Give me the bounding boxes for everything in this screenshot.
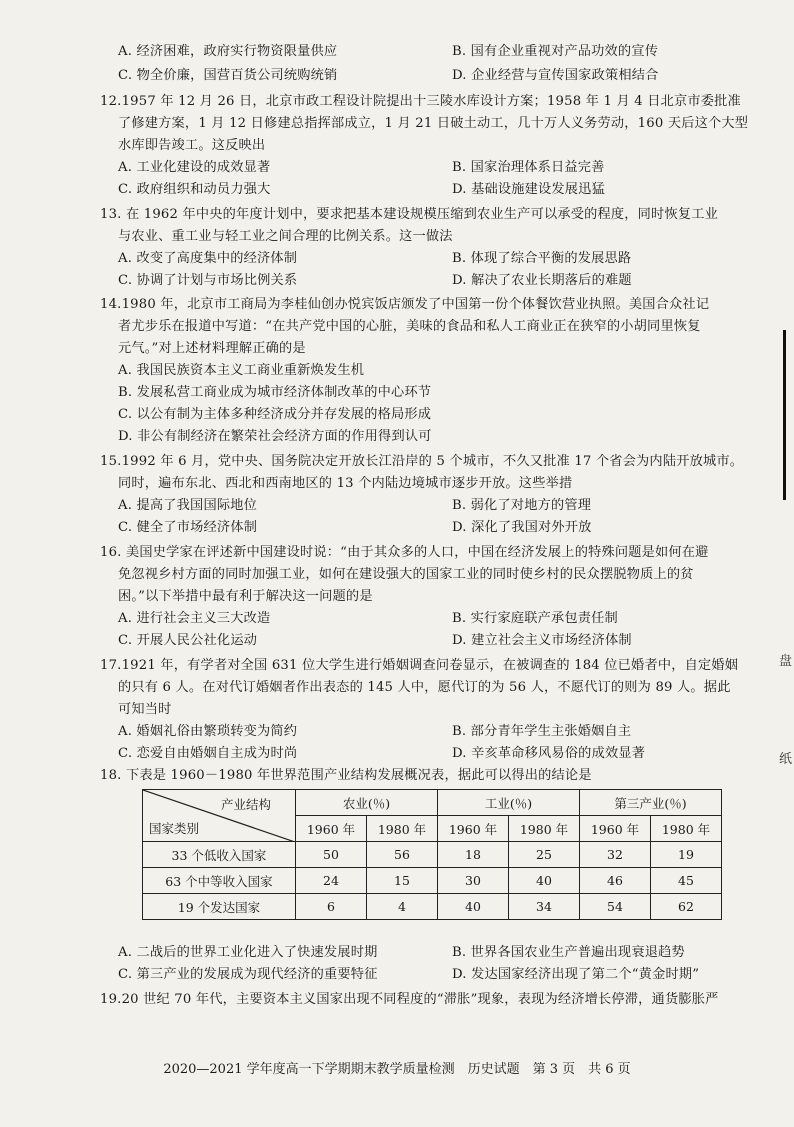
table-cell: 19 xyxy=(651,842,722,868)
year-header: 1980 年 xyxy=(651,816,722,842)
q17-stem-line-1: 17.1921 年，有学者对全国 631 位大学生进行婚姻调查问卷显示，在被调查的 184 位已婚者中，自定婚姻 xyxy=(100,658,739,673)
q12-option-d: D. 基础设施建设发展迅猛 xyxy=(452,182,605,197)
margin-char: 纸 xyxy=(778,752,792,767)
table-row xyxy=(143,842,722,868)
q13-stem-line-2: 与农业、重工业与轻工业之间合理的比例关系。这一做法 xyxy=(118,229,453,244)
q16-option-b: B. 实行家庭联产承包责任制 xyxy=(452,611,618,626)
q14-stem-line-2: 者尤步乐在报道中写道：“在共产党中国的心脏，美味的食品和私人工商业正在狭窄的小胡同里恢复 xyxy=(118,319,701,334)
table-cell: 34 xyxy=(509,894,580,920)
industry-structure-table xyxy=(142,789,722,920)
table-cell: 18 xyxy=(438,842,509,868)
q17-option-d: D. 辛亥革命移风易俗的成效显著 xyxy=(452,746,646,761)
q18-option-c: C. 第三产业的发展成为现代经济的重要特征 xyxy=(118,967,378,982)
table-corner-cell xyxy=(143,790,296,842)
q18-option-b: B. 世界各国农业生产普遍出现衰退趋势 xyxy=(452,945,685,960)
q12-stem-line-3: 水库即告竣工。这反映出 xyxy=(118,138,266,153)
page-footer: 2020—2021 学年度高一下学期期末教学质量检测 历史试题 第 3 页 共 6 页 xyxy=(163,1062,631,1077)
q17-option-b: B. 部分青年学生主张婚姻自主 xyxy=(452,724,632,739)
q18-stem: 18. 下表是 1960－1980 年世界范围产业结构发展概况表，据此可以得出的结论是 xyxy=(100,768,592,783)
corner-header-industry: 产业结构 xyxy=(220,797,271,812)
table-cell: 24 xyxy=(296,868,367,894)
q17-option-c: C. 恋爱自由婚姻自主成为时尚 xyxy=(118,746,298,761)
table-cell: 46 xyxy=(580,868,651,894)
q16-option-c: C. 开展人民公社化运动 xyxy=(118,633,258,648)
q12-option-c: C. 政府组织和动员力强大 xyxy=(118,182,271,197)
q19-stem: 19.20 世纪 70 年代，主要资本主义国家出现不同程度的“滞胀”现象，表现为经济增长停滞，通货膨胀严 xyxy=(100,992,719,1007)
scan-edge-mark xyxy=(783,330,786,500)
q17-stem-line-3: 可知当时 xyxy=(118,702,172,717)
year-header: 1960 年 xyxy=(438,816,509,842)
group-header-industry: 工业(％) xyxy=(438,790,580,816)
table-cell: 4 xyxy=(367,894,438,920)
q15-option-a: A. 提高了我国国际地位 xyxy=(118,498,257,513)
table-row xyxy=(143,868,722,894)
q17-option-a: A. 婚姻礼俗由繁琐转变为简约 xyxy=(118,724,298,739)
year-header: 1980 年 xyxy=(367,816,438,842)
group-header-tertiary: 第三产业(％) xyxy=(580,790,722,816)
q11-option-a: A. 经济困难，政府实行物资限量供应 xyxy=(118,44,338,59)
q15-option-c: C. 健全了市场经济体制 xyxy=(118,520,258,535)
q13-option-a: A. 改变了高度集中的经济体制 xyxy=(118,251,298,266)
q15-option-b: B. 弱化了对地方的管理 xyxy=(452,498,592,513)
table-cell: 25 xyxy=(509,842,580,868)
q18-option-d: D. 发达国家经济出现了第二个“黄金时期” xyxy=(452,967,700,982)
table-cell: 30 xyxy=(438,868,509,894)
q16-option-a: A. 进行社会主义三大改造 xyxy=(118,611,271,626)
q13-stem-line-1: 13. 在 1962 年中央的年度计划中，要求把基本建设规模压缩到农业生产可以承受的程度，同时恢复工业 xyxy=(100,207,718,222)
q11-option-b: B. 国有企业重视对产品功效的宣传 xyxy=(452,44,659,59)
corner-header-country: 国家类别 xyxy=(149,821,200,836)
table-cell: 45 xyxy=(651,868,722,894)
q12-option-b: B. 国家治理体系日益完善 xyxy=(452,160,605,175)
q17-stem-line-2: 的只有 6 人。在对代订婚姻者作出表态的 145 人中，愿代订的为 56 人，不愿代订的则为 89 人。据此 xyxy=(118,680,731,695)
year-header: 1960 年 xyxy=(296,816,367,842)
table-cell: 50 xyxy=(296,842,367,868)
q13-option-b: B. 体现了综合平衡的发展思路 xyxy=(452,251,632,266)
q14-stem-line-3: 元气。”对上述材料理解正确的是 xyxy=(118,341,306,356)
q11-option-d: D. 企业经营与宣传国家政策相结合 xyxy=(452,68,659,83)
table-cell: 56 xyxy=(367,842,438,868)
margin-char: 盘 xyxy=(778,654,792,669)
q16-option-d: D. 建立社会主义市场经济体制 xyxy=(452,633,632,648)
q12-stem-line-1: 12.1957 年 12 月 26 日，北京市政工程设计院提出十三陵水库设计方案；1958 年 1 月 4 日北京市委批准 xyxy=(100,94,741,109)
q18-option-a: A. 二战后的世界工业化进入了快速发展时期 xyxy=(118,945,378,960)
q14-stem-line-1: 14.1980 年，北京市工商局为李桂仙创办悦宾饭店颁发了中国第一份个体餐饮营业执照。美国合众社记 xyxy=(100,297,710,312)
q15-stem-line-2: 同时，遍布东北、西北和西南地区的 13 个内陆边境城市逐步开放。这些举措 xyxy=(118,476,573,491)
q15-option-d: D. 深化了我国对外开放 xyxy=(452,520,592,535)
table-cell: 62 xyxy=(651,894,722,920)
group-header-agriculture: 农业(％) xyxy=(296,790,438,816)
q14-option-d: D. 非公有制经济在繁荣社会经济方面的作用得到认可 xyxy=(118,429,432,444)
q12-option-a: A. 工业化建设的成效显著 xyxy=(118,160,271,175)
table-cell: 6 xyxy=(296,894,367,920)
q15-stem-line-1: 15.1992 年 6 月，党中央、国务院决定开放长江沿岸的 5 个城市，不久又批准 17 个省会为内陆开放城市。 xyxy=(100,454,744,469)
row-label: 33 个低收入国家 xyxy=(143,842,296,868)
table-cell: 15 xyxy=(367,868,438,894)
q14-option-b: B. 发展私营工商业成为城市经济体制改革的中心环节 xyxy=(118,385,432,400)
q14-option-c: C. 以公有制为主体多种经济成分并存发展的格局形成 xyxy=(118,407,432,422)
q11-option-c: C. 物全价廉，国营百货公司统购统销 xyxy=(118,68,338,83)
q14-option-a: A. 我国民族资本主义工商业重新焕发生机 xyxy=(118,363,365,378)
row-label: 63 个中等收入国家 xyxy=(143,868,296,894)
table-cell: 40 xyxy=(509,868,580,894)
table-cell: 40 xyxy=(438,894,509,920)
table-cell: 54 xyxy=(580,894,651,920)
table-cell: 32 xyxy=(580,842,651,868)
q16-stem-line-3: 困。”以下举措中最有利于解决这一问题的是 xyxy=(118,589,373,604)
q16-stem-line-1: 16. 美国史学家在评述新中国建设时说：“由于其众多的人口，中国在经济发展上的特殊问题是如何在避 xyxy=(100,545,709,560)
q16-stem-line-2: 免忽视乡村方面的同时加强工业，如何在建设强大的国家工业的同时使乡村的民众摆脱物质上的贫 xyxy=(118,567,694,582)
year-header: 1960 年 xyxy=(580,816,651,842)
year-header: 1980 年 xyxy=(509,816,580,842)
table-row xyxy=(143,894,722,920)
q13-option-d: D. 解决了农业长期落后的难题 xyxy=(452,273,632,288)
q13-option-c: C. 协调了计划与市场比例关系 xyxy=(118,273,298,288)
q12-stem-line-2: 了修建方案，1 月 12 日修建总指挥部成立，1 月 21 日破土动工，几十万人义务劳动，160 天后这个大型 xyxy=(118,116,749,131)
row-label: 19 个发达国家 xyxy=(143,894,296,920)
